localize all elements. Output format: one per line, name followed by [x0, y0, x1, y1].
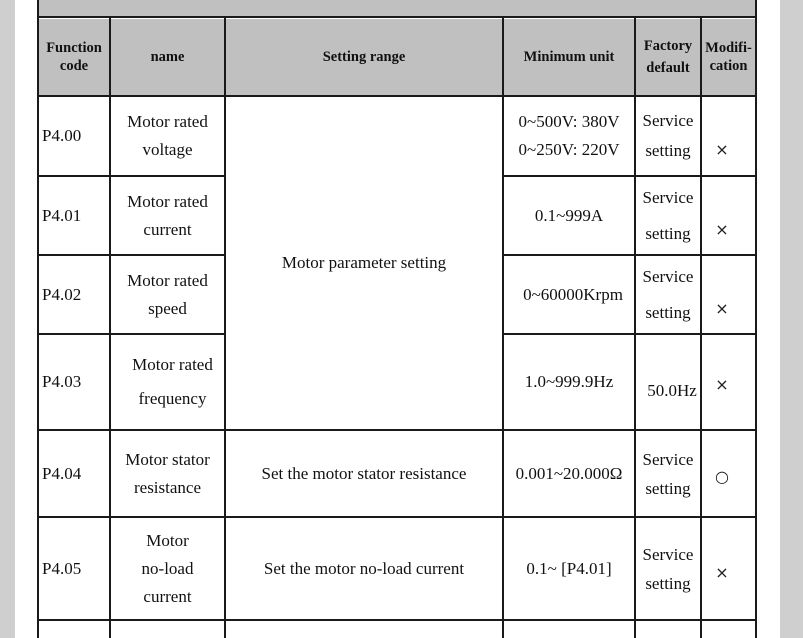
header-name: name: [150, 48, 185, 65]
row-p4-02-modification-mark: ×: [715, 299, 729, 318]
row-p4-04-default: Service setting: [642, 449, 694, 498]
row-p4-00-unit: 0~500V: 380V 0~250V: 220V: [518, 112, 620, 159]
row-p4-02-default: Service setting: [642, 266, 694, 322]
row-p4-05-modification-mark: ×: [715, 563, 729, 582]
rule-v: [755, 0, 757, 638]
rule-h: [37, 619, 757, 621]
row-p4-05-unit: 0.1~ [P4.01]: [526, 558, 612, 578]
row-p4-02-code: P4.02: [42, 284, 82, 304]
row-p4-02-name: Motor rated speed: [127, 270, 208, 318]
row-p4-05-default: Service setting: [642, 544, 694, 593]
header-function-code: Function code: [46, 39, 102, 74]
row-p4-04-modification-mark: ○: [715, 467, 729, 486]
table-top-band: [39, 0, 755, 17]
row-p4-03-code: P4.03: [42, 372, 82, 391]
document-page: [15, 0, 780, 638]
row-p4-01-code: P4.01: [42, 205, 82, 225]
parameter-table: [37, 0, 757, 638]
header-modification: Modifi- cation: [705, 39, 752, 74]
row-p4-05-code: P4.05: [42, 558, 82, 578]
header-minimum-unit: Minimum unit: [523, 48, 615, 65]
row-p4-01-default: Service setting: [642, 187, 694, 243]
row-p4-01-name: Motor rated current: [127, 191, 208, 239]
row-p4-00-name: Motor rated voltage: [127, 112, 208, 159]
row-p4-01-modification-mark: ×: [715, 220, 729, 239]
row-p4-02-unit: 0~60000Krpm: [523, 284, 623, 304]
row-p4-00-default: Service setting: [642, 111, 694, 160]
row-p4-01-unit: 0.1~999A: [534, 205, 604, 225]
row-p4-03-default: 50.0Hz: [647, 380, 697, 400]
merged-setting-range: Motor parameter setting: [281, 253, 447, 272]
row-p4-04-range: Set the motor stator resistance: [261, 463, 467, 483]
header-factory-default: Factory default: [643, 37, 693, 76]
row-p4-05-name: Motor no-load current: [141, 530, 194, 606]
row-p4-00-modification-mark: ×: [715, 140, 729, 159]
row-p4-00-code: P4.00: [42, 126, 82, 145]
row-p4-04-name: Motor stator resistance: [125, 449, 210, 497]
row-p4-04-unit: 0.001~20.000Ω: [515, 463, 623, 483]
row-p4-03-unit: 1.0~999.9Hz: [524, 372, 614, 391]
row-p4-03-modification-mark: ×: [715, 375, 729, 394]
row-p4-05-range: Set the motor no-load current: [263, 558, 465, 578]
header-setting-range: Setting range: [322, 48, 406, 65]
row-p4-03-name: Motor rated frequency: [132, 355, 213, 408]
row-p4-04-code: P4.04: [42, 463, 82, 483]
